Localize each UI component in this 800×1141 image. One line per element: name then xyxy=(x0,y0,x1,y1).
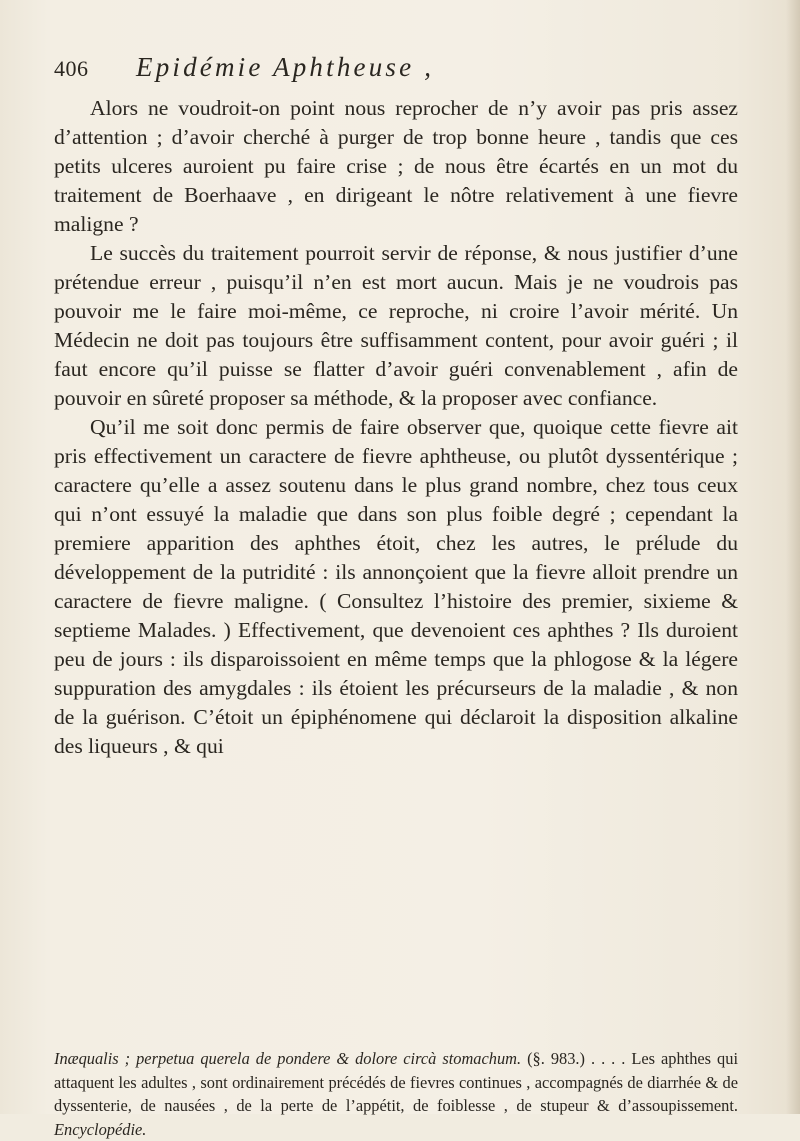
running-title: Epidémie Aphtheuse , xyxy=(136,52,435,82)
footnote-body: . . . . Les aphthes qui attaquent les adultes , sont ordinairement précédés de fievres continues , accompagnés de diarrhée & de dyssenterie, de nausées , de la perte de l’appétit, de foiblesse , de stupeur & d’assoupissement. xyxy=(54,1049,738,1115)
page-edge-shadow xyxy=(786,0,800,1114)
footnote-latin-quote: Inæqualis ; perpetua querela de pondere & dolore circà stomachum. xyxy=(54,1049,522,1068)
footnote-text xyxy=(54,1047,738,1141)
footnote-source: Encyclopédie. xyxy=(54,1119,147,1139)
main-text xyxy=(54,94,738,761)
paragraph-3: Qu’il me soit donc permis de faire observer que, quoique cette fievre ait pris effectivement un caractere de fievre aphtheuse, ou plutôt dyssentérique ; caractere qu’elle a assez soutenu dans le plus grand nombre, chez tous ceux qui n’ont essuyé la maladie que dans son plus foible degré ; cependant la premiere apparition des aphthes étoit, chez les autres, le prélude du développement de la putridité : ils annonçoient que la fievre alloit prendre un caractere de fievre maligne. ( Consultez l’histoire des premier, sixieme & septieme Malades. ) Effectivement, que devenoient ces aphthes ? Ils duroient peu de jours : ils disparoissoient en même temps que la phlogose & la légere suppuration des amygdales : ils étoient les précurseurs de la maladie , & non de la guérison. C’étoit un épiphénomene qui déclaroit la disposition alkaline des liqueurs , & qui xyxy=(54,415,738,758)
footnote xyxy=(54,1047,738,1141)
footnote-reference: (§. 983.) xyxy=(527,1049,585,1068)
page-header xyxy=(54,52,740,92)
page-number: 406 xyxy=(54,56,89,81)
paragraph-2: Le succès du traitement pourroit servir de réponse, & nous justifier d’une prétendue erreur , puisqu’il n’en est mort aucun. Mais je ne voudrois pas pouvoir me le faire moi-même, ce reproche, ni croire l’avoir mérité. Un Médecin ne doit pas toujours être suffisamment content, pour avoir guéri ; il faut encore qu’il puisse se flatter d’avoir guéri convenablement , afin de pouvoir en sûreté proposer sa méthode, & la proposer avec confiance. xyxy=(54,241,738,410)
paragraph-1: Alors ne voudroit-on point nous reprocher de n’y avoir pas pris assez d’attention ; d’avoir cherché à purger de trop bonne heure , tandis que ces petits ulceres auroient pu faire crise ; de nous être écartés en un mot du traitement de Boerhaave , en dirigeant le nôtre relativement à une fievre maligne ? xyxy=(54,96,738,236)
